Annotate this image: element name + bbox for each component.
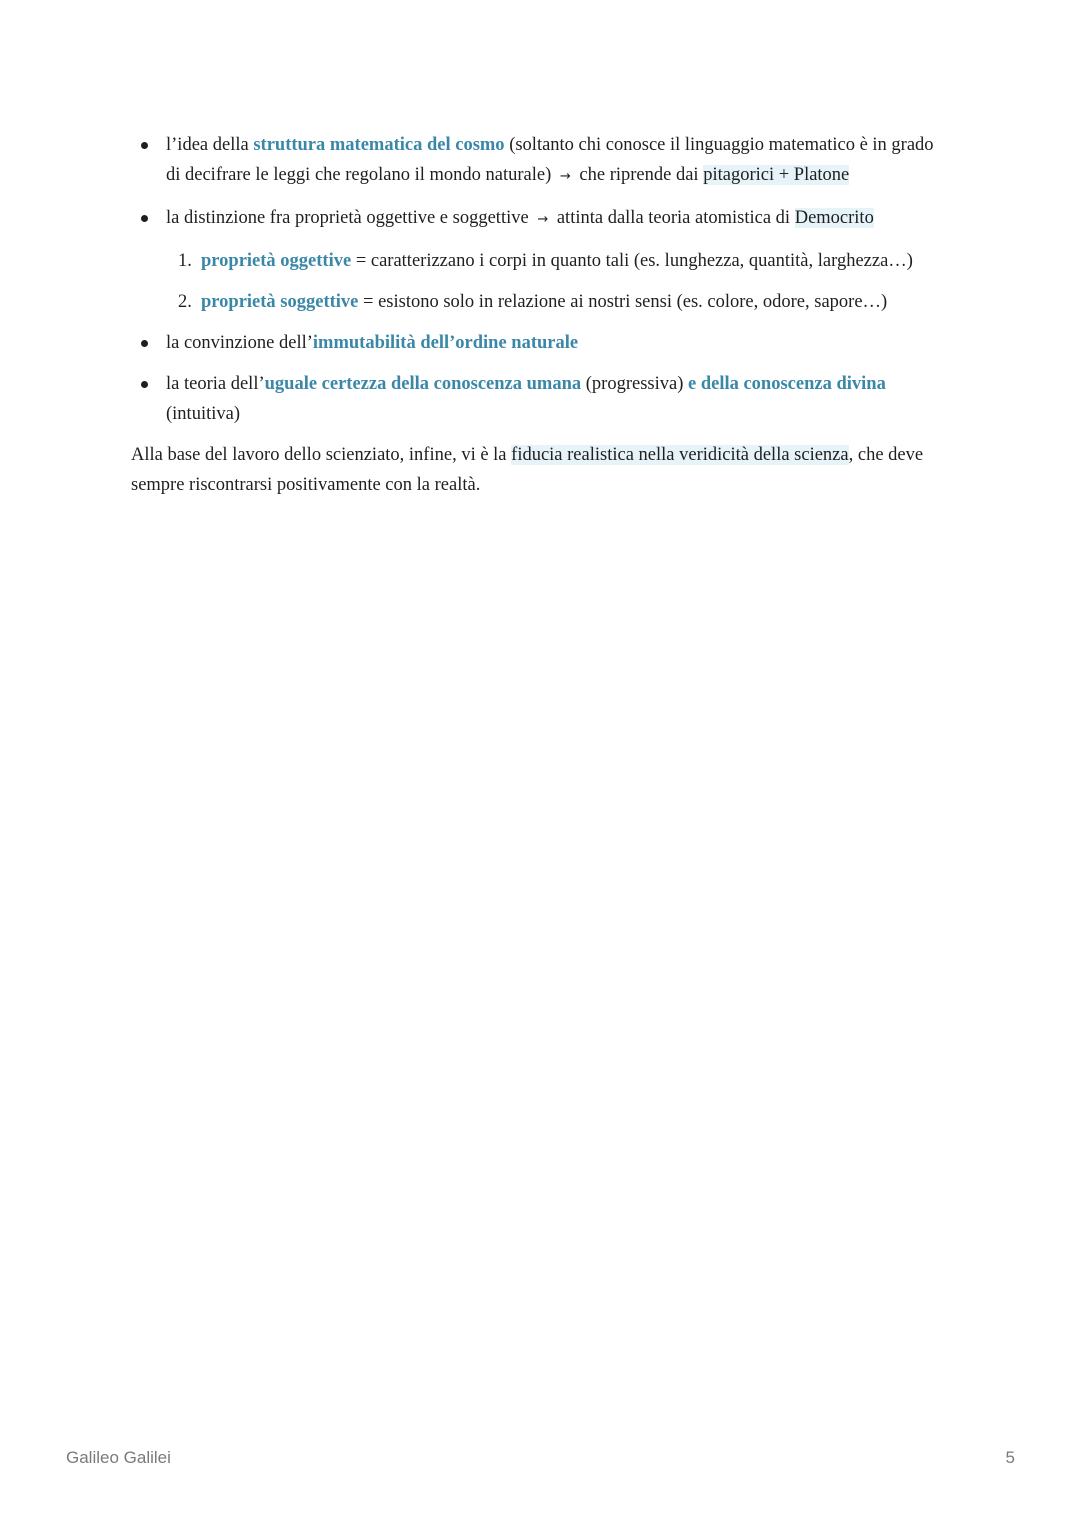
item-number: 1. [178,251,192,271]
list-item [131,328,941,358]
keyword-text: proprietà oggettive [201,251,352,271]
numbered-list [166,246,941,317]
bullet-icon [141,215,148,222]
text-run: (intuitiva) [166,404,240,424]
page-number: 5 [1005,1448,1015,1467]
keyword-text: proprietà soggettive [201,292,359,312]
text-run: la teoria dell’ [166,374,265,394]
text-run: (progressiva) [581,374,688,394]
text-run: attinta dalla teoria atomistica di [552,208,795,228]
numbered-item [166,246,941,276]
bullet-icon [141,142,148,149]
text-run: l’idea della [166,135,254,155]
keyword-text: e della conoscenza divina [687,374,886,394]
text-run: la distinzione fra proprietà oggettive e soggettive [166,208,534,228]
footer-title: Galileo Galilei [66,1448,171,1467]
arrow-icon: → [537,212,549,227]
bullet-icon [141,340,148,347]
keyword-text: immutabilità dell’ordine naturale [312,333,579,353]
list-item [131,369,941,429]
highlighted-text: Democrito [794,208,874,228]
text-run: = esistono solo in relazione ai nostri sensi (es. colore, odore, sapore…) [358,292,888,312]
text-run: (soltanto chi conosce il linguaggio matematico è in grado di decifrare le leggi che regolano il mondo naturale) [166,135,934,185]
keyword-text: struttura matematica del cosmo [253,135,505,155]
text-run: = caratterizzano i corpi in quanto tali (es. lunghezza, quantità, larghezza…) [351,251,913,271]
text-run: la convinzione dell’ [166,333,313,353]
highlighted-text: fiducia realistica nella veridicità della scienza [511,445,849,465]
closing-paragraph [131,440,941,500]
item-number: 2. [178,292,192,312]
bullet-icon [141,381,148,388]
arrow-icon: → [559,169,571,184]
text-run: che riprende dai [574,165,704,185]
text-run: , che deve sempre riscontrarsi positivamente con la realtà. [131,445,924,495]
text-run: Alla base del lavoro dello scienziato, infine, vi è la [131,445,512,465]
keyword-text: uguale certezza della conoscenza umana [264,374,582,394]
page-content [131,130,941,500]
highlighted-text: pitagorici + Platone [703,165,850,185]
bullet-list [131,130,941,429]
numbered-item [166,287,941,317]
list-item [131,130,941,192]
list-item [131,203,941,317]
